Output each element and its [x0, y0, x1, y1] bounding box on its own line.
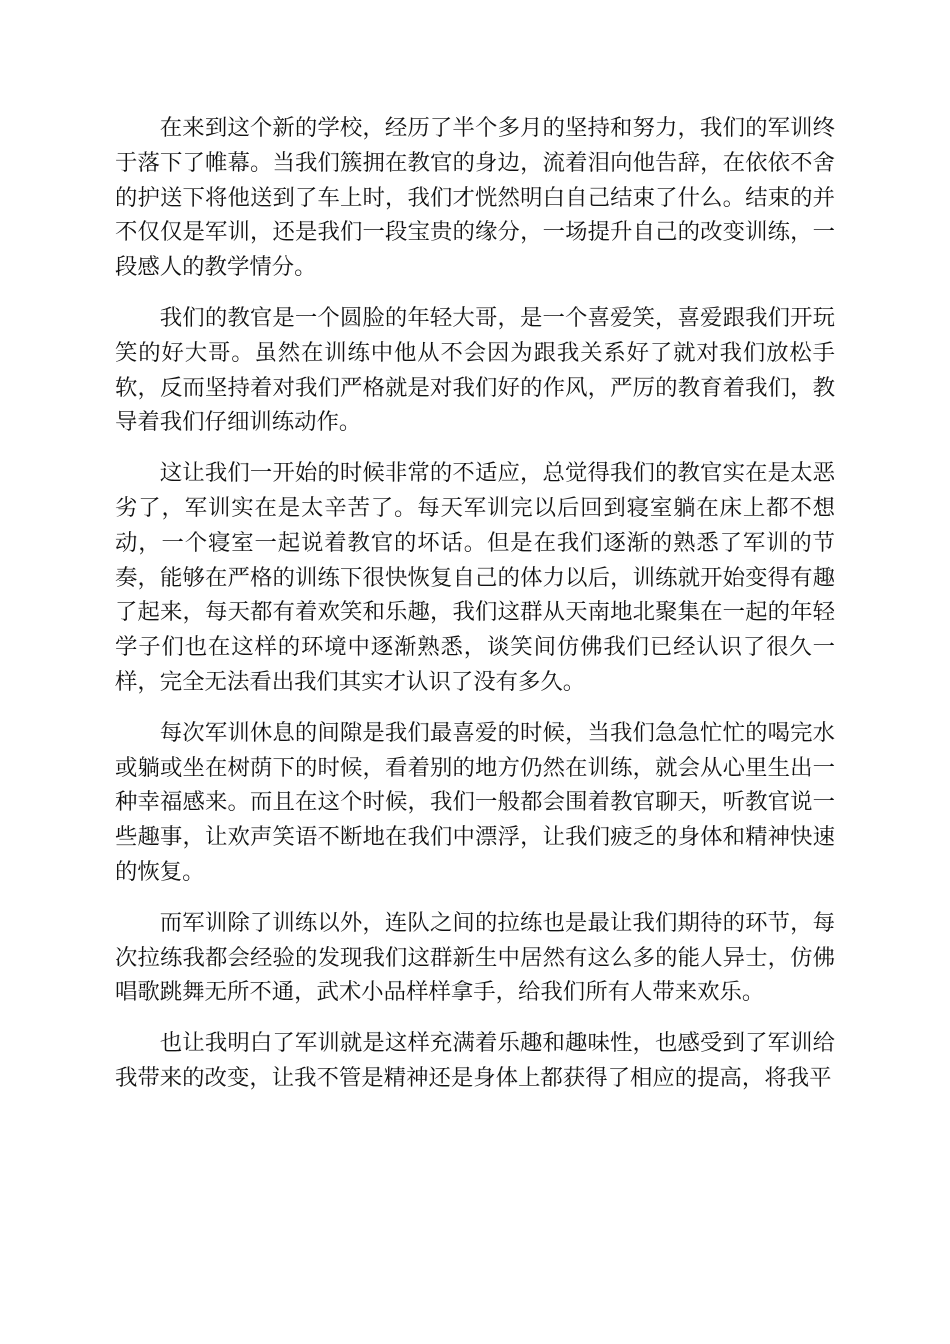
paragraph-2: 我们的教官是一个圆脸的年轻大哥，是一个喜爱笑，喜爱跟我们开玩笑的好大哥。虽然在训练中他从不会因为跟我关系好了就对我们放松手软，反而坚持着对我们严格就是对我们好的作风，严厉的教育着我们，教导着我们仔细训练动作。 — [115, 304, 835, 436]
document-body — [115, 111, 835, 1096]
paragraph-6: 也让我明白了军训就是这样充满着乐趣和趣味性，也感受到了军训给我带来的改变，让我不管是精神还是身体上都获得了相应的提高，将我平 — [115, 1030, 835, 1091]
paragraph-1: 在来到这个新的学校，经历了半个多月的坚持和努力，我们的军训终于落下了帷幕。当我们簇拥在教官的身边，流着泪向他告辞，在依依不舍的护送下将他送到了车上时，我们才恍然明白自己结束了什么。结束的并不仅仅是军训，还是我们一段宝贵的缘分，一场提升自己的改变训练，一段感人的教学情分。 — [115, 115, 835, 281]
paragraph-5: 而军训除了训练以外，连队之间的拉练也是最让我们期待的环节，每次拉练我都会经验的发现我们这群新生中居然有这么多的能人异士，仿佛唱歌跳舞无所不通，武术小品样样拿手，给我们所有人带来欢乐。 — [115, 909, 835, 1006]
paragraph-3: 这让我们一开始的时候非常的不适应，总觉得我们的教官实在是太恶劣了，军训实在是太辛苦了。每天军训完以后回到寝室躺在床上都不想动，一个寝室一起说着教官的坏话。但是在我们逐渐的熟悉了军训的节奏，能够在严格的训练下很快恢复自己的体力以后，训练就开始变得有趣了起来，每天都有着欢笑和乐趣，我们这群从天南地北聚集在一起的年轻学子们也在这样的环境中逐渐熟悉，谈笑间仿佛我们已经认识了很久一样，完全无法看出我们其实才认识了没有多久。 — [115, 460, 835, 695]
paragraph-4: 每次军训休息的间隙是我们最喜爱的时候，当我们急急忙忙的喝完水或躺或坐在树荫下的时候，看着别的地方仍然在训练，就会从心里生出一种幸福感来。而且在这个时候，我们一般都会围着教官聊天，听教官说一些趣事，让欢声笑语不断地在我们中漂浮，让我们疲乏的身体和精神快速的恢复。 — [115, 719, 835, 885]
